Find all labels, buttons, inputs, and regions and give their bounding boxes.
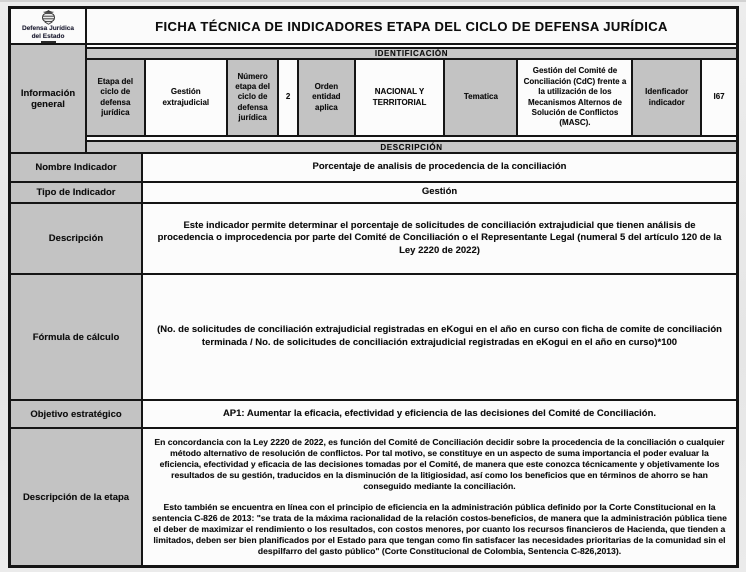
row-nombre-indicador bbox=[11, 152, 736, 181]
descripcion-band: DESCRIPCIÓN bbox=[87, 140, 736, 152]
descripcion-etapa-label: Descripción de la etapa bbox=[11, 429, 143, 565]
coat-of-arms-icon bbox=[38, 10, 59, 25]
field-label-numero-etapa: Número etapa del ciclo de defensa jurídica bbox=[228, 60, 279, 135]
descripcion-value: Este indicador permite determinar el porcentaje de solicitudes de conciliación extrajudicial que tienen análisis de procedencia o improcedencia por parte del Comité de Conciliación o el Representante Legal (numeral 5 del artículo 120 de la Ley 2220 de 2022) bbox=[143, 204, 736, 273]
identification-band: IDENTIFICACIÓN bbox=[87, 47, 736, 60]
org-name-line1: Defensa Jurídica bbox=[21, 25, 75, 33]
etapa-paragraph-2: Esto también se encuentra en línea con el principio de eficiencia en la administración pública definido por la Corte Constitucional en la sentencia C-826 de 2013: "se trata de la máxima racionalidad de la relación costos-beneficios, de manera que la administración pública tiene el deber de maximizar el rendimiento o los resultados, con costos menores, por cuanto los recursos financieros de Hacienda, que tienden a limitados, deben ser bien planificados por el Estado para que tengan como fin satisfacer las necesidades prioritarias de la comunidad sin el despilfarro del gasto público" (Corte Constitucional de Colombia, Sentencia C-826,2013). bbox=[152, 501, 727, 557]
info-general-label: Información general bbox=[11, 45, 87, 152]
field-value-numero-etapa: 2 bbox=[279, 60, 299, 135]
row-descripcion-etapa bbox=[11, 427, 736, 565]
formula-calculo-value: (No. de solicitudes de conciliación extrajudicial registradas en eKogui en el año en curso con ficha de comite de conciliación terminada / No. de solicitudes de conciliación extrajudicial registradas en eKogui en el año en curso)*100 bbox=[143, 275, 736, 399]
identification-grid bbox=[87, 45, 736, 152]
descripcion-label: Descripción bbox=[11, 204, 143, 273]
field-label-etapa-ciclo: Etapa del ciclo de defensa jurídica bbox=[87, 60, 146, 135]
logo-underline bbox=[41, 41, 56, 43]
nombre-indicador-value: Porcentaje de analisis de procedencia de la conciliación bbox=[143, 154, 736, 181]
objetivo-estrategico-value: AP1: Aumentar la eficacia, efectividad y eficiencia de las decisiones del Comité de Conciliación. bbox=[143, 401, 736, 427]
row-formula-calculo bbox=[11, 273, 736, 399]
field-value-tematica: Gestión del Comité de Conciliación (CdC) frente a la utilización de los Mecanismos Alternos de Solución de Conflictos (MASC). bbox=[518, 60, 633, 135]
org-name-line2: del Estado bbox=[31, 32, 65, 40]
field-label-orden-entidad: Orden entidad aplica bbox=[299, 60, 356, 135]
objetivo-estrategico-label: Objetivo estratégico bbox=[11, 401, 143, 427]
descripcion-etapa-value bbox=[143, 429, 736, 565]
field-value-etapa-ciclo: Gestión extrajudicial bbox=[146, 60, 228, 135]
org-logo-text bbox=[22, 25, 74, 40]
ficha-tecnica-table bbox=[8, 6, 739, 568]
field-value-identificador: I67 bbox=[702, 60, 736, 135]
identification-section bbox=[11, 45, 736, 152]
row-descripcion bbox=[11, 202, 736, 273]
org-logo bbox=[11, 9, 87, 43]
field-value-orden-entidad: NACIONAL Y TERRITORIAL bbox=[356, 60, 446, 135]
tipo-indicador-value: Gestión bbox=[143, 183, 736, 202]
header-row bbox=[11, 9, 736, 45]
etapa-paragraph-1: En concordancia con la Ley 2220 de 2022, es función del Comité de Conciliación decidir sobre la procedencia de la conciliación o cualquier método alternativo de resolución de conflictos. Por tal motivo, se constituye en un aspecto de suma importancia el poder evaluar la eficiencia, efectividad y eficacia de las decisiones tomadas por el Comité, de manera que este conozca técnicamente y objetivamente los resultados de su gestión, traducidos en la disminución de la litigiosidad, así como los beneficios que en términos de ahorro se han conseguido mediante la conciliación. bbox=[154, 436, 725, 492]
tipo-indicador-label: Tipo de Indicador bbox=[11, 183, 143, 202]
field-label-tematica: Tematica bbox=[445, 60, 518, 135]
document-title: FICHA TÉCNICA DE INDICADORES ETAPA DEL CICLO DE DEFENSA JURÍDICA bbox=[87, 9, 736, 43]
formula-calculo-label: Fórmula de cálculo bbox=[11, 275, 143, 399]
row-tipo-indicador bbox=[11, 181, 736, 202]
row-objetivo-estrategico bbox=[11, 399, 736, 427]
nombre-indicador-label: Nombre Indicador bbox=[11, 154, 143, 181]
identification-fields-row bbox=[87, 60, 736, 137]
field-label-identificador: Idenficador indicador bbox=[633, 60, 702, 135]
